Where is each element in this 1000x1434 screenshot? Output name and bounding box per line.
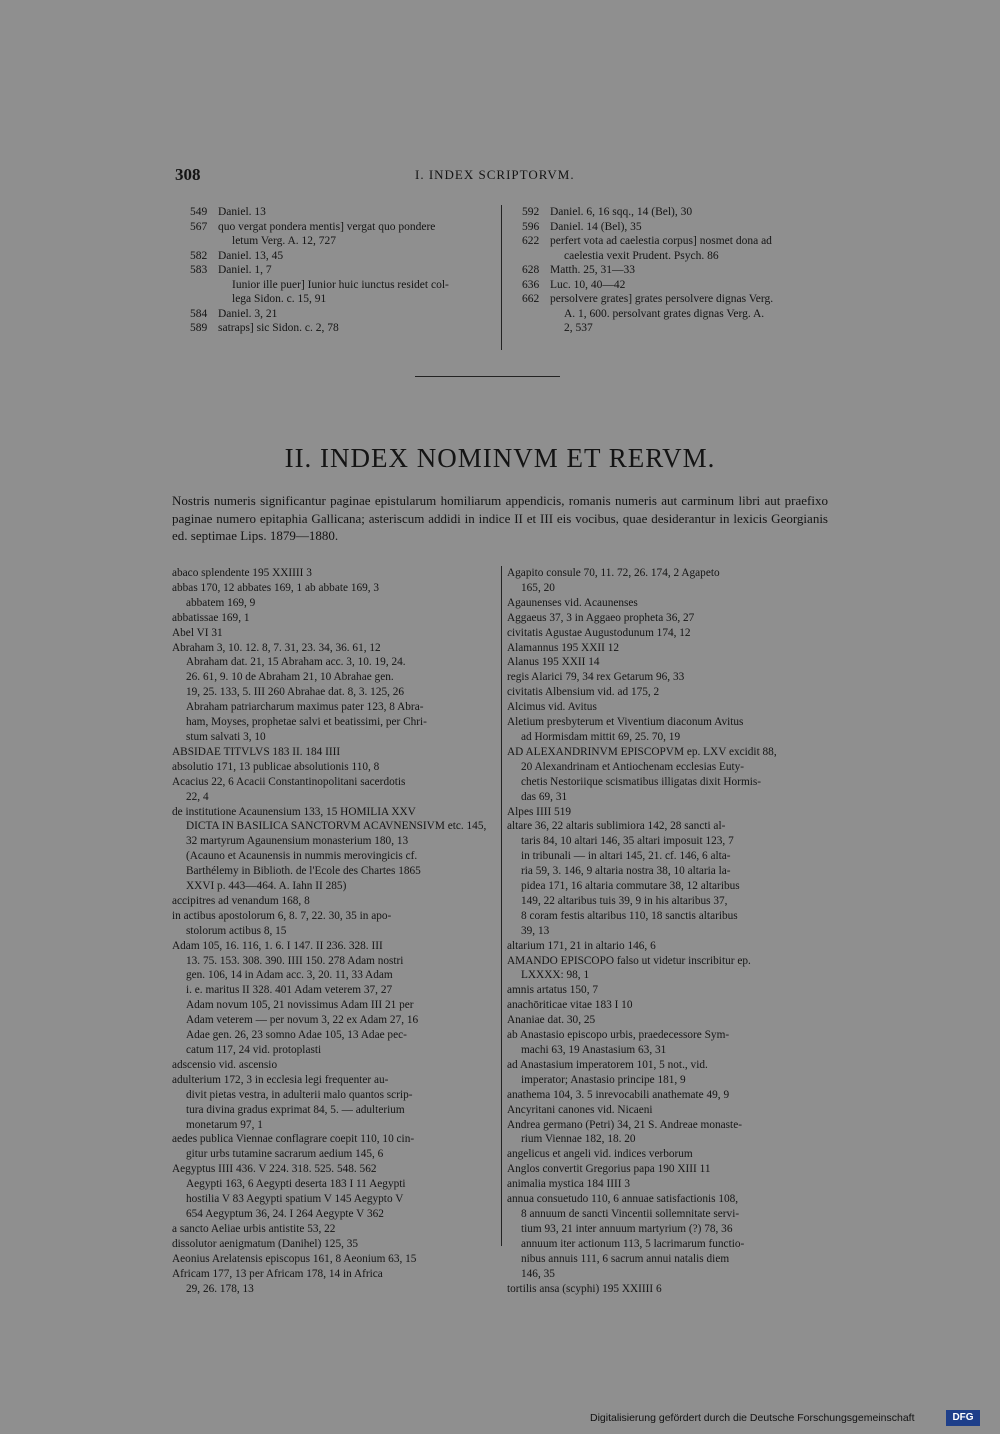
index-column-right [507,566,829,1296]
index-entry-line: Abel VI 31 [172,626,223,639]
index-entry-line: AMANDO EPISCOPO falso ut videtur inscribitur ep. [507,954,751,967]
section-rule [415,376,560,377]
index-entry-line: taris 84, 10 altari 146, 35 altari imposuit 123, 7 [521,835,734,848]
line-text: Daniel. 6, 16 sqq., 14 (Bel), 30 [550,206,693,218]
index-entry-line: abbas 170, 12 abbates 169, 1 ab abbate 169, 3 [172,581,380,594]
index-entry-line: regis Alarici 79, 34 rex Getarum 96, 33 [507,671,685,684]
index-entry-line: tortilis ansa (scyphi) 195 XXIIII 6 [507,1282,662,1295]
index-entry-line: abbatissae 169, 1 [172,611,250,624]
line-text: satraps] sic Sidon. c. 2, 78 [218,322,339,334]
line-number: 622 [522,235,540,247]
line-number: 589 [190,322,208,334]
index-entry-line: Aeonius Arelatensis episcopus 161, 8 Aeonium 63, 15 [172,1252,417,1265]
index-entry-line: i. e. maritus II 328. 401 Adam veterem 37, 27 [186,984,393,997]
index-entry-line: catum 117, 24 vid. protoplasti [186,1044,322,1056]
index-entry-line: stolorum actibus 8, 15 [186,924,287,937]
line-number: 596 [522,220,540,233]
scriptorum-line [190,321,500,336]
scriptorum-line [190,234,500,249]
index-entry-line: AD ALEXANDRINVM EPISCOPVM ep. LXV excidit 88, [507,745,777,758]
index-entry-line: divit pietas vestra, in adulterii malo quantos scrip- [186,1088,413,1101]
index-entry-line: Barthélemy in Biblioth. de l'Ecole des Chartes 1865 [186,865,421,878]
line-number [190,278,218,293]
index-entry-line: abbatem 169, 9 [186,596,256,609]
index-entry-line: annuum iter actionum 113, 5 lacrimarum functio- [521,1237,745,1250]
index-entry-line: 8 annuum de sancti Vincentii sollemnitate servi- [521,1207,740,1220]
index-entry-line: adulterium 172, 3 in ecclesia legi frequenter au- [172,1073,389,1086]
index-entry-line: Adae gen. 26, 23 somno Adae 105, 13 Adae pec- [186,1029,407,1042]
scriptorum-line [522,278,832,293]
index-entry-line: Ancyritani canones vid. Nicaeni [507,1103,653,1116]
index-entry-line: XXVI p. 443—464. A. Iahn II 285) [186,880,347,893]
line-text: Matth. 25, 31—33 [550,264,635,276]
index-entry-line: in tribunali — in altari 145, 21. cf. 146, 6 alta- [521,850,731,863]
line-text: Daniel. 13 [218,206,266,218]
index-entry-line: 146, 35 [521,1267,555,1280]
index-entry-line: Andrea germano (Petri) 34, 21 S. Andreae monaste- [507,1118,742,1131]
line-number: 592 [522,206,540,218]
index-entry-line: ad Anastasium imperatorem 101, 5 not., vid. [507,1058,708,1071]
index-entry-line: ad Hormisdam mittit 69, 25. 70, 19 [521,730,681,743]
scriptorum-line [190,249,500,264]
index-entry-line: Aletium presbyterum et Viventium diaconum Avitus [507,716,744,729]
column-separator-top [501,205,502,350]
index-entry-line: (Acauno et Acaunensis in nummis merovingicis cf. [186,850,418,863]
index-entry-line: Alcimus vid. Avitus [507,701,597,714]
line-number: 567 [190,220,208,233]
index-entry-line: 32 martyrum Agaunensium monasterium 180, 13 [186,835,409,848]
column-separator-bottom [501,566,502,1246]
index-entry-line: ABSIDAE TITVLVS 183 II. 184 IIII [172,745,341,758]
scriptorum-line [190,220,500,235]
scriptorum-line [522,234,832,249]
line-text: Daniel. 14 (Bel), 35 [550,220,642,233]
scriptorum-line [522,249,832,264]
index-entry-line: hostilia V 83 Aegypti spatium V 145 Aegypto V [186,1193,404,1206]
index-entry-line: Alanus 195 XXII 14 [507,656,600,669]
index-entry-line: Agaunenses vid. Acaunenses [507,596,638,609]
index-entry-line: tium 93, 21 inter annuum martyrium (?) 78, 36 [521,1222,733,1235]
index-entry-line: Ananiae dat. 30, 25 [507,1014,596,1027]
line-number [522,249,550,264]
index-entry-line: de institutione Acaunensium 133, 15 HOMILIA XXV [172,805,416,818]
line-text: persolvere grates] grates persolvere dignas Verg. [550,293,774,305]
index-entry-line: ham, Moyses, prophetae salvi et beatissimi, per Chri- [186,716,427,729]
index-entry-line: 654 Aegyptum 36, 24. I 264 Aegypte V 362 [186,1207,384,1220]
index-entry-line: Adam 105, 16. 116, 1. 6. I 147. II 236. 328. III [172,939,383,952]
scriptorum-line [190,307,500,322]
line-text: letum Verg. A. 12, 727 [232,235,337,247]
index-entry-line: abaco splendente 195 XXIIII 3 [172,567,312,579]
index-entry-line: gitur urbs tutamine sacrarum aedium 145, 6 [186,1148,384,1161]
index-entry-line: tura divina gradus exprimat 84, 5. — adulterium [186,1103,405,1116]
index-entry-line: 29, 26. 178, 13 [186,1282,254,1295]
index-entry-line: Abraham patriarcharum maximus pater 123, 8 Abra- [186,701,424,714]
index-entry-line: rium Viennae 182, 18. 20 [521,1133,636,1146]
index-entry-line: dissolutor aenigmatum (Danihel) 125, 35 [172,1237,359,1250]
line-number: 662 [522,293,540,305]
line-text: Daniel. 13, 45 [218,249,284,262]
line-number: 549 [190,206,208,218]
index-entry-line: animalia mystica 184 IIII 3 [507,1178,630,1191]
line-number: 628 [522,264,540,276]
page-number: 308 [175,165,201,184]
index-entry-line: DICTA IN BASILICA SANCTORVM ACAVNENSIVM etc. 145, [186,820,487,833]
index-entry-line: adscensio vid. ascensio [172,1058,278,1071]
index-entry-line: stum salvati 3, 10 [186,730,266,743]
index-entry-line: Abraham 3, 10. 12. 8, 7. 31, 23. 34, 36. 61, 12 [172,641,381,654]
line-number: 636 [522,278,540,291]
index-entry-line: altare 36, 22 altaris sublimiora 142, 28 sancti al- [507,820,726,833]
index-entry-line: 149, 22 altaribus tuis 39, 9 in his altaribus 37, [521,894,728,907]
index-entry-line: aedes publica Viennae conflagrare coepit 110, 10 cin- [172,1133,415,1146]
index-entry-line: civitatis Agustae Augustodunum 174, 12 [507,626,691,639]
scriptorum-line [190,292,500,307]
index-entry-line: Aegyptus IIII 436. V 224. 318. 525. 548. 562 [172,1163,377,1176]
index-entry-line: gen. 106, 14 in Adam acc. 3, 20. 11, 33 Adam [186,969,393,982]
line-number [522,321,550,336]
line-text: perfert vota ad caelestia corpus] nosmet dona ad [550,235,772,247]
line-number: 582 [190,249,208,262]
scriptorum-line [522,292,832,307]
index-entry-line: 20 Alexandrinam et Antiochenam ecclesias Euty- [521,760,745,773]
index-entry-line: accipitres ad venandum 168, 8 [172,894,310,907]
dfg-logo: DFG [946,1410,980,1426]
scriptorum-line [190,263,500,278]
scriptorum-line [190,205,500,220]
index-entry-line: anathema 104, 3. 5 inrevocabili anathemate 49, 9 [507,1088,730,1101]
index-entry-line: machi 63, 19 Anastasium 63, 31 [521,1044,667,1056]
index-entry-line: ab Anastasio episcopo urbis, praedecessore Sym- [507,1029,730,1042]
index-entry-line: Adam novum 105, 21 novissimus Adam III 21 per [186,999,414,1012]
line-text: Daniel. 3, 21 [218,307,278,320]
line-text: lega Sidon. c. 15, 91 [232,293,327,305]
scriptorum-line [522,307,832,322]
index-entry-line: 22, 4 [186,790,209,803]
index-entry-line: Alpes IIII 519 [507,805,571,818]
index-entry-line: Adam veterem — per novum 3, 22 ex Adam 27, 16 [186,1014,419,1027]
line-text: Iunior ille puer] Iunior huic iunctus residet col- [232,278,449,291]
scriptorum-line [190,278,500,293]
line-number [522,307,550,322]
index-entry-line: ria 59, 3. 146, 9 altaria nostra 38, 10 altaria la- [521,865,731,878]
line-text: A. 1, 600. persolvant grates dignas Verg. A. [564,307,765,320]
index-entry-line: Anglos convertit Gregorius papa 190 XIII 11 [507,1163,711,1176]
index-entry-line: civitatis Albensium vid. ad 175, 2 [507,686,660,699]
index-entry-line: nibus annuis 111, 6 sacrum annui natalis diem [521,1252,730,1265]
line-number: 584 [190,307,208,320]
index-entry-line: in actibus apostolorum 6, 8. 7, 22. 30, 35 in apo- [172,909,392,922]
index-entry-line: LXXXX: 98, 1 [521,969,590,982]
index-entry-line: altarium 171, 21 in altario 146, 6 [507,939,656,952]
running-head [175,165,835,185]
intro-paragraph: Nostris numeris significantur paginae epistularum homiliarum appendicis, romanis numeris aut carminum libri aut praefixo paginae numero epitaphia Gallicana; asteriscum addidi in indice II et III eis vocibus, quae desiderantur in lexicis Georgianis ed. septimae Lips. 1879—1880. [172,493,828,543]
index-entry-line: Abraham dat. 21, 15 Abraham acc. 3, 10. 19, 24. [186,656,406,669]
line-text: Luc. 10, 40—42 [550,278,626,291]
index-entry-line: Aegypti 163, 6 Aegypti deserta 183 I 11 Aegypti [186,1178,406,1191]
index-entry-line: pidea 171, 16 altaria commutare 38, 12 altaribus [521,880,740,893]
index-entry-line: amnis artatus 150, 7 [507,984,598,997]
index-entry-line: Alamannus 195 XXII 12 [507,641,620,654]
line-text: 2, 537 [564,322,593,334]
scriptorum-line [522,205,832,220]
footer-credit: Digitalisierung gefördert durch die Deutsche Forschungsgemeinschaft [590,1412,915,1424]
scriptorum-line [522,263,832,278]
index-entry-line: chetis Nestoriique scismatibus illigatas dixit Hormis- [521,775,762,788]
index-entry-line: Africam 177, 13 per Africam 178, 14 in Africa [172,1267,383,1280]
index-entry-line: 8 coram festis altaribus 110, 18 sanctis altaribus [521,909,738,922]
running-title: I. INDEX SCRIPTORVM. [415,167,575,182]
index-entry-line: annua consuetudo 110, 6 annuae satisfactionis 108, [507,1193,739,1206]
index-entry-line: absolutio 171, 13 publicae absolutionis 110, 8 [172,760,380,773]
index-entry-line: anachōriticae vitae 183 I 10 [507,999,633,1012]
index-scriptorum-right [522,205,832,336]
index-entry-line: 19, 25. 133, 5. III 260 Abrahae dat. 8, 3. 125, 26 [186,686,405,699]
line-number [190,234,218,249]
scriptorum-line [522,220,832,235]
footer [590,1410,990,1430]
index-entry-line: 13. 75. 153. 308. 390. IIII 150. 278 Adam nostri [186,954,404,967]
line-text: Daniel. 1, 7 [218,264,272,276]
index-scriptorum-left [190,205,500,336]
line-number: 583 [190,264,208,276]
index-entry-line: a sancto Aeliae urbis antistite 53, 22 [172,1222,336,1235]
index-entry-line: Agapito consule 70, 11. 72, 26. 174, 2 Agapeto [507,567,720,579]
section-title: II. INDEX NOMINVM ET RERVM. [284,443,716,473]
line-number [190,292,218,307]
index-entry-line: Acacius 22, 6 Acacii Constantinopolitani sacerdotis [172,775,406,788]
index-entry-line: das 69, 31 [521,790,568,803]
index-entry-line: 26. 61, 9. 10 de Abraham 21, 10 Abrahae gen. [186,671,394,684]
scriptorum-line [522,321,832,336]
line-text: caelestia vexit Prudent. Psych. 86 [564,249,719,262]
index-entry-line: 39, 13 [521,924,550,937]
index-column-left [172,566,494,1296]
line-text: quo vergat pondera mentis] vergat quo pondere [218,220,436,233]
index-entry-line: Aggaeus 37, 3 in Aggaeo propheta 36, 27 [507,611,695,624]
index-entry-line: angelicus et angeli vid. indices verborum [507,1148,693,1161]
index-entry-line: monetarum 97, 1 [186,1118,263,1131]
index-entry-line: imperator; Anastasio principe 181, 9 [521,1073,686,1086]
index-entry-line: 165, 20 [521,581,555,594]
